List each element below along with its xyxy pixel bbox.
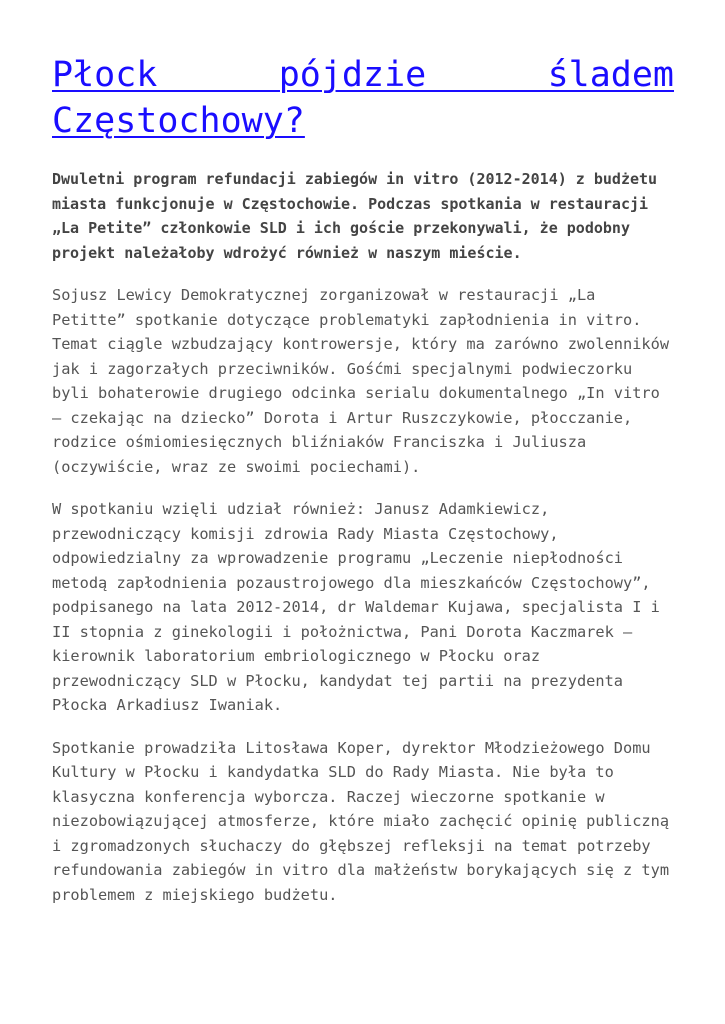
article-title bbox=[52, 52, 674, 144]
article-paragraph-3: Spotkanie prowadziła Litosława Koper, dyrektor Młodzieżowego Domu Kultury w Płocku i kandydatka SLD do Rady Miasta. Nie była to klasyczna konferencja wyborcza. Raczej wieczorne spotkanie w niezobowiązującej atmosferze, które miało zachęcić opinię publiczną i zgromadzonych słuchaczy do głębszej refleksji na temat potrzeby refundowania zabiegów in vitro dla małżeństw borykających się z tym problemem z miejskiego budżetu. bbox=[52, 738, 670, 904]
article-lead: Dwuletni program refundacji zabiegów in vitro (2012-2014) z budżetu miasta funkcjonuje w Częstochowie. Podczas spotkania w restauracji „La Petite” członkowie SLD i ich goście przekonywali, że podobny projekt należałoby wdrożyć również w naszym mieście. bbox=[52, 170, 658, 262]
article bbox=[52, 52, 674, 907]
article-title-link[interactable]: Płock pójdzie śladem Częstochowy? bbox=[52, 55, 674, 141]
article-paragraph-1: Sojusz Lewicy Demokratycznej zorganizował w restauracji „La Petitte” spotkanie dotyczące problematyki zapłodnienia in vitro. Temat ciągle wzbudzający kontrowersje, który ma zarówno zwolenników jak i zagorzałych przeciwników. Gośćmi specjalnymi podwieczorku byli bohaterowie drugiego odcinka serialu dokumentalnego „In vitro – czekając na dziecko” Dorota i Artur Ruszczykowie, płocczanie, rodzice ośmiomiesięcznych bliźniaków Franciszka i Juliusza (oczywiście, wraz ze swoimi pociechami). bbox=[52, 286, 670, 476]
article-paragraph-2: W spotkaniu wzięli udział również: Janusz Adamkiewicz, przewodniczący komisji zdrowia Rady Miasta Częstochowy, odpowiedzialny za wprowadzenie programu „Leczenie niepłodności metodą zapłodnienia pozaustrojowego dla mieszkańców Częstochowy”, podpisanego na lata 2012-2014, dr Waldemar Kujawa, specjalista I i II stopnia z ginekologii i położnictwa, Pani Dorota Kaczmarek – kierownik laboratorium embriologicznego w Płocku oraz przewodniczący SLD w Płocku, kandydat tej partii na prezydenta Płocka Arkadiusz Iwaniak. bbox=[52, 500, 660, 714]
